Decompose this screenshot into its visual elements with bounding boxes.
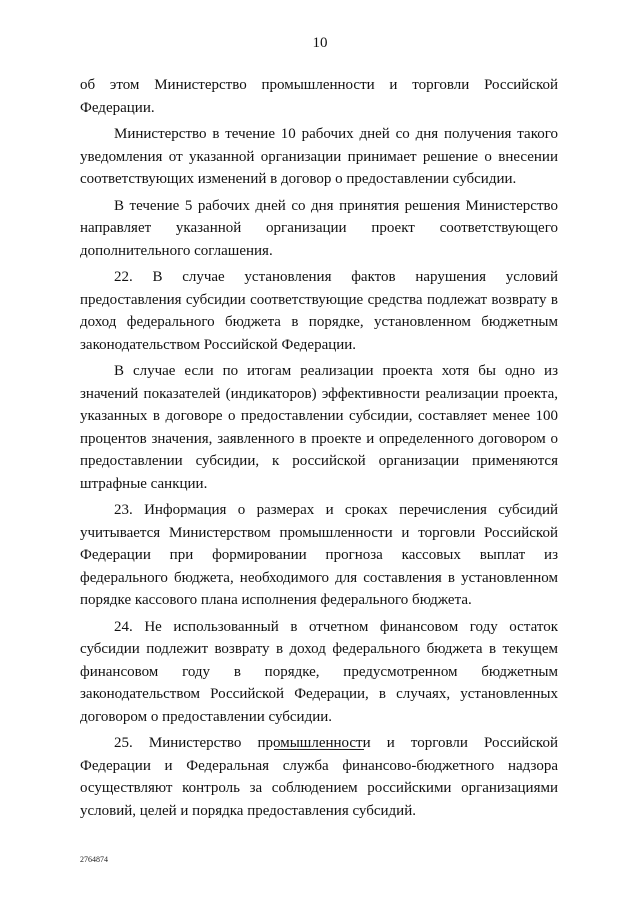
paragraph-ministry-decision: Министерство в течение 10 рабочих дней со дня получения такого уведомления от указанной организации принимает решение о внесении соответствующих изменений в договор о предоставлении субсидии. <box>80 126 558 187</box>
paragraph-25: 25. Министерство промышленности и торговли Российской Федерации и Федеральная служба финансово-бюджетного надзора осуществляют контроль за соблюдением российскими организациями условий, целей и порядка предоставления субсидий. <box>80 735 558 819</box>
paragraph-23: 23. Информация о размерах и сроках перечисления субсидий учитывается Министерством промышленности и торговли Российской Федерации при формировании прогноза кассовых выплат из федерального бюджета, необходимого для составления в установленном порядке кассового плана исполнения федерального бюджета. <box>80 502 558 608</box>
paragraph-24: 24. Не использованный в отчетном финансовом году остаток субсидии подлежит возврату в доход федерального бюджета в текущем финансовом году в порядке, предусмотренном бюджетным законодательством Российской Федерации, в случаях, установленных договором о предоставлении субсидии. <box>80 618 558 725</box>
end-divider <box>274 749 364 750</box>
document-body <box>80 74 558 822</box>
page-number: 10 <box>312 35 328 51</box>
document-code: 2764874 <box>80 855 108 864</box>
paragraph-penalties: В случае если по итогам реализации проекта хотя бы одно из значений показателей (индикаторов) эффективности реализации проекта, указанных в договоре о предоставлении субсидии, составляет менее 100 процентов значения, заявленного в проекте и определенного договором о предоставлении субсидии, к российской организации применяются штрафные санкции. <box>80 363 558 492</box>
paragraph-continuation: об этом Министерство промышленности и торговли Российской Федерации. <box>80 77 558 116</box>
paragraph-22: 22. В случае установления фактов нарушения условий предоставления субсидии соответствующие средства подлежат возврату в доход федерального бюджета в порядке, установленном бюджетным законодательством Российской Федерации. <box>80 269 558 353</box>
paragraph-additional-agreement: В течение 5 рабочих дней со дня принятия решения Министерство направляет указанной организации проект соответствующего дополнительного соглашения. <box>80 197 558 259</box>
